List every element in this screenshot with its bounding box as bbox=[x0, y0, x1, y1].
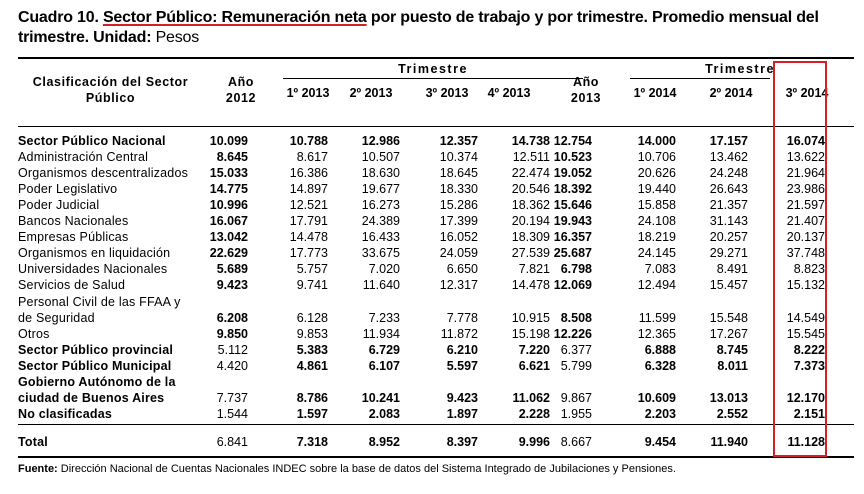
table-cell: 2.228 bbox=[518, 406, 550, 421]
table-cell: 5.799 bbox=[560, 358, 592, 373]
table-cell: 15.033 bbox=[209, 166, 248, 181]
row-label: Poder Judicial bbox=[18, 198, 100, 213]
table-cell: 10.241 bbox=[361, 390, 400, 405]
table-cell: 29.271 bbox=[709, 246, 748, 261]
table-cell: 16.273 bbox=[361, 198, 400, 213]
table-cell: 15.858 bbox=[637, 198, 676, 213]
row-label: Sector Público Nacional bbox=[18, 134, 166, 148]
table-cell: 13.042 bbox=[209, 230, 248, 245]
table-cell: 7.083 bbox=[644, 262, 676, 277]
table-row bbox=[18, 245, 854, 261]
table-cell: 37.748 bbox=[786, 246, 825, 261]
table-cell: 14.000 bbox=[637, 134, 676, 148]
row-label: Poder Legislativo bbox=[18, 182, 118, 197]
table-cell: 22.474 bbox=[511, 166, 550, 181]
table-cell: 15.457 bbox=[709, 278, 748, 293]
table-cell: 16.067 bbox=[209, 214, 248, 229]
row-label: Organismos en liquidación bbox=[18, 246, 171, 261]
table-cell: 10.507 bbox=[361, 150, 400, 165]
table-cell: 12.317 bbox=[439, 278, 478, 293]
table-cell: 22.629 bbox=[209, 246, 248, 261]
table-cell: 19.052 bbox=[553, 166, 592, 181]
table-cell: 18.392 bbox=[553, 182, 592, 197]
row-label: Sector Público provincial bbox=[18, 342, 174, 357]
table-cell: 10.788 bbox=[289, 134, 328, 148]
table-cell: 14.897 bbox=[289, 182, 328, 197]
table-row bbox=[18, 310, 854, 326]
table-cell: 23.986 bbox=[786, 182, 825, 197]
table-cell: 12.521 bbox=[289, 198, 328, 213]
table-cell: 6.798 bbox=[560, 262, 592, 277]
table-cell: 7.220 bbox=[518, 342, 550, 357]
table-row bbox=[18, 406, 854, 422]
table-cell: 7.233 bbox=[368, 310, 400, 325]
table-cell: 24.145 bbox=[637, 246, 676, 261]
table-row bbox=[18, 229, 854, 245]
table-cell: 11.934 bbox=[362, 326, 400, 341]
page-title bbox=[18, 8, 858, 48]
table-cell: 6.208 bbox=[216, 310, 248, 325]
header-trimestre-2013: Trimestre bbox=[398, 62, 468, 76]
top-rule bbox=[18, 57, 854, 59]
header-rule bbox=[18, 126, 854, 127]
table-cell: 2.083 bbox=[368, 406, 400, 421]
table-cell: 15.198 bbox=[511, 326, 550, 341]
header-year-2013: Año 2013 bbox=[570, 75, 602, 105]
table-cell: 6.128 bbox=[296, 310, 328, 325]
table-cell: 17.157 bbox=[709, 134, 748, 148]
table-cell: 9.741 bbox=[296, 278, 328, 293]
table-cell: 11.599 bbox=[638, 310, 676, 325]
table-row bbox=[18, 277, 854, 293]
table-cell: 19.943 bbox=[553, 214, 592, 229]
table-cell: 5.757 bbox=[296, 262, 328, 277]
table-cell: 6.210 bbox=[446, 342, 478, 357]
row-label: Total bbox=[18, 435, 48, 449]
table-cell: 14.775 bbox=[209, 182, 248, 197]
table-cell: 8.397 bbox=[446, 435, 478, 449]
header-divider-2014 bbox=[630, 78, 770, 79]
table-cell: 6.650 bbox=[446, 262, 478, 277]
table-cell: 10.706 bbox=[637, 150, 676, 165]
title-prefix: Cuadro 10. bbox=[18, 9, 103, 26]
table-cell: 21.357 bbox=[709, 198, 748, 213]
table-cell: 6.729 bbox=[368, 342, 400, 357]
table-cell: 18.362 bbox=[511, 198, 550, 213]
table-cell: 8.011 bbox=[717, 358, 748, 373]
table-cell: 10.915 bbox=[511, 310, 550, 325]
table-row bbox=[18, 342, 854, 358]
table-cell: 14.478 bbox=[511, 278, 550, 293]
table-cell: 8.491 bbox=[716, 262, 748, 277]
table-cell: 2.203 bbox=[644, 406, 676, 421]
table-cell: 15.132 bbox=[786, 278, 825, 293]
table-cell: 9.853 bbox=[296, 326, 328, 341]
table-cell: 12.511 bbox=[512, 150, 550, 165]
row-label: Administración Central bbox=[18, 150, 149, 165]
table-cell: 18.219 bbox=[637, 230, 676, 245]
title-rest: por puesto de trabajo y por trimestre. Promedio mensual del trimestre. bbox=[18, 9, 819, 46]
table-cell: 19.677 bbox=[361, 182, 400, 197]
table-cell: 13.622 bbox=[786, 150, 825, 165]
table-cell: 9.423 bbox=[446, 390, 478, 405]
table-cell: 7.318 bbox=[296, 435, 328, 449]
table-cell: 4.861 bbox=[296, 358, 328, 373]
bottom-rule bbox=[18, 456, 854, 458]
table-row bbox=[18, 133, 854, 149]
table-cell: 8.645 bbox=[216, 150, 248, 165]
header-divider-2013 bbox=[283, 78, 583, 79]
table-cell: 15.548 bbox=[709, 310, 748, 325]
table-cell: 11.062 bbox=[512, 390, 550, 405]
table-cell: 10.099 bbox=[209, 134, 248, 148]
table-cell: 7.821 bbox=[518, 262, 550, 277]
row-label: ciudad de Buenos Aires bbox=[18, 390, 165, 405]
highlight-box-q3-2014 bbox=[773, 61, 827, 457]
table-cell: 11.128 bbox=[787, 435, 825, 449]
table-cell: 5.112 bbox=[217, 342, 248, 357]
table-row bbox=[18, 374, 854, 390]
table-cell: 16.052 bbox=[439, 230, 478, 245]
table-cell: 17.791 bbox=[289, 214, 328, 229]
table-cell: 25.687 bbox=[553, 246, 592, 261]
table-cell: 21.964 bbox=[786, 166, 825, 181]
table-cell: 14.478 bbox=[289, 230, 328, 245]
table-cell: 14.738 bbox=[511, 134, 550, 148]
table-cell: 6.107 bbox=[368, 358, 400, 373]
table-cell: 1.544 bbox=[216, 406, 248, 421]
table-cell: 24.108 bbox=[637, 214, 676, 229]
table-cell: 11.940 bbox=[710, 435, 748, 449]
table-cell: 6.621 bbox=[518, 358, 550, 373]
table-row bbox=[18, 213, 854, 229]
footer-text: Dirección Nacional de Cuentas Nacionales INDEC sobre la base de datos del Sistema Integrado de Jubilaciones y Pensiones. bbox=[57, 463, 676, 475]
table-cell: 21.597 bbox=[786, 198, 825, 213]
table-cell: 8.745 bbox=[716, 342, 748, 357]
unit-label: Unidad: bbox=[93, 29, 152, 46]
table-cell: 26.643 bbox=[709, 182, 748, 197]
row-label: Sector Público Municipal bbox=[18, 358, 172, 373]
table-cell: 5.597 bbox=[446, 358, 478, 373]
row-label: Universidades Nacionales bbox=[18, 262, 168, 277]
table-cell: 31.143 bbox=[709, 214, 748, 229]
table-cell: 13.462 bbox=[709, 150, 748, 165]
row-label: Personal Civil de las FFAA y bbox=[18, 294, 181, 309]
header-q2-2014: 2º 2014 bbox=[709, 86, 753, 100]
header-q1-2013: 1º 2013 bbox=[286, 86, 330, 100]
table-row bbox=[18, 390, 854, 406]
table-cell: 10.523 bbox=[553, 150, 592, 165]
table-cell: 17.399 bbox=[439, 214, 478, 229]
table-cell: 15.545 bbox=[786, 326, 825, 341]
table-cell: 4.420 bbox=[216, 358, 248, 373]
table-row bbox=[18, 149, 854, 165]
table-cell: 9.454 bbox=[644, 435, 676, 449]
table-cell: 1.897 bbox=[446, 406, 478, 421]
table-cell: 8.786 bbox=[296, 390, 328, 405]
table-cell: 7.373 bbox=[793, 358, 825, 373]
table-cell: 10.996 bbox=[209, 198, 248, 213]
table-cell: 12.170 bbox=[786, 390, 825, 405]
table-row bbox=[18, 326, 854, 342]
table-cell: 6.888 bbox=[644, 342, 676, 357]
table-cell: 14.549 bbox=[786, 310, 825, 325]
table-cell: 12.069 bbox=[553, 278, 592, 293]
row-label: de Seguridad bbox=[18, 310, 95, 325]
table-cell: 11.872 bbox=[440, 326, 478, 341]
table-cell: 18.330 bbox=[439, 182, 478, 197]
table-cell: 12.226 bbox=[553, 326, 592, 341]
table-cell: 16.357 bbox=[553, 230, 592, 245]
total-row bbox=[18, 434, 854, 450]
table-cell: 8.508 bbox=[560, 310, 592, 325]
table-cell: 24.059 bbox=[439, 246, 478, 261]
table-cell: 15.286 bbox=[439, 198, 478, 213]
table-cell: 9.850 bbox=[216, 326, 248, 341]
table-cell: 7.737 bbox=[216, 390, 248, 405]
table-cell: 6.841 bbox=[216, 435, 248, 449]
table-cell: 18.645 bbox=[439, 166, 478, 181]
table-cell: 12.754 bbox=[553, 134, 592, 148]
header-q3-2013: 3º 2013 bbox=[425, 86, 469, 100]
row-label: Gobierno Autónomo de la bbox=[18, 374, 176, 389]
header-q1-2014: 1º 2014 bbox=[633, 86, 677, 100]
table-cell: 27.539 bbox=[511, 246, 550, 261]
table-cell: 9.996 bbox=[518, 435, 550, 449]
table-cell: 12.986 bbox=[361, 134, 400, 148]
table-cell: 18.630 bbox=[361, 166, 400, 181]
table-cell: 6.377 bbox=[560, 342, 592, 357]
table-cell: 15.646 bbox=[553, 198, 592, 213]
table-cell: 20.546 bbox=[511, 182, 550, 197]
table-cell: 8.222 bbox=[793, 342, 825, 357]
table-cell: 8.667 bbox=[560, 435, 592, 449]
table-cell: 20.137 bbox=[786, 230, 825, 245]
table-cell: 17.267 bbox=[709, 326, 748, 341]
table-cell: 20.257 bbox=[709, 230, 748, 245]
table-cell: 7.778 bbox=[446, 310, 478, 325]
table-cell: 20.194 bbox=[511, 214, 550, 229]
table-cell: 18.309 bbox=[511, 230, 550, 245]
table-row bbox=[18, 197, 854, 213]
table-cell: 10.609 bbox=[637, 390, 676, 405]
table-cell: 33.675 bbox=[361, 246, 400, 261]
table-cell: 7.020 bbox=[368, 262, 400, 277]
title-underlined: Sector Público: Remuneración neta bbox=[102, 9, 367, 26]
table-cell: 2.552 bbox=[716, 406, 748, 421]
table-cell: 10.374 bbox=[439, 150, 478, 165]
table-cell: 1.955 bbox=[560, 406, 592, 421]
footer-label: Fuente: bbox=[18, 463, 58, 475]
table-cell: 5.689 bbox=[216, 262, 248, 277]
table-cell: 17.773 bbox=[289, 246, 328, 261]
header-trimestre-2014: Trimestre bbox=[705, 62, 775, 76]
header-q4-2013: 4º 2013 bbox=[487, 86, 531, 100]
table-cell: 16.074 bbox=[786, 134, 825, 148]
row-label: Organismos descentralizados bbox=[18, 166, 189, 181]
table-cell: 9.867 bbox=[560, 390, 592, 405]
row-label: Servicios de Salud bbox=[18, 278, 126, 293]
table-row bbox=[18, 181, 854, 197]
row-label: Otros bbox=[18, 326, 50, 341]
table-cell: 12.357 bbox=[439, 134, 478, 148]
table-cell: 20.626 bbox=[637, 166, 676, 181]
header-q2-2013: 2º 2013 bbox=[349, 86, 393, 100]
table-cell: 8.952 bbox=[368, 435, 400, 449]
table-cell: 16.386 bbox=[289, 166, 328, 181]
table-cell: 12.494 bbox=[637, 278, 676, 293]
table-cell: 19.440 bbox=[637, 182, 676, 197]
source-footer bbox=[18, 463, 676, 475]
table-cell: 11.640 bbox=[362, 278, 400, 293]
header-q3-2014: 3º 2014 bbox=[785, 86, 829, 100]
table-cell: 21.407 bbox=[786, 214, 825, 229]
table-row bbox=[18, 261, 854, 277]
table-cell: 2.151 bbox=[793, 406, 825, 421]
row-label: No clasificadas bbox=[18, 406, 113, 421]
header-year-2012: Año 2012 bbox=[225, 75, 257, 105]
total-rule-top bbox=[18, 424, 854, 425]
table-cell: 8.823 bbox=[793, 262, 825, 277]
table-row bbox=[18, 294, 854, 310]
table-cell: 5.383 bbox=[296, 342, 328, 357]
table-row bbox=[18, 165, 854, 181]
unit-value: Pesos bbox=[151, 29, 200, 46]
row-label: Empresas Públicas bbox=[18, 230, 129, 245]
table-cell: 9.423 bbox=[216, 278, 248, 293]
table-cell: 13.013 bbox=[709, 390, 748, 405]
header-classification: Clasificación del Sector Público bbox=[32, 75, 189, 105]
table-row bbox=[18, 358, 854, 374]
row-label: Bancos Nacionales bbox=[18, 214, 129, 229]
table-cell: 16.433 bbox=[361, 230, 400, 245]
table-cell: 24.389 bbox=[361, 214, 400, 229]
table-cell: 1.597 bbox=[296, 406, 328, 421]
table-cell: 24.248 bbox=[709, 166, 748, 181]
table-cell: 8.617 bbox=[296, 150, 328, 165]
table-cell: 12.365 bbox=[637, 326, 676, 341]
table-cell: 6.328 bbox=[644, 358, 676, 373]
